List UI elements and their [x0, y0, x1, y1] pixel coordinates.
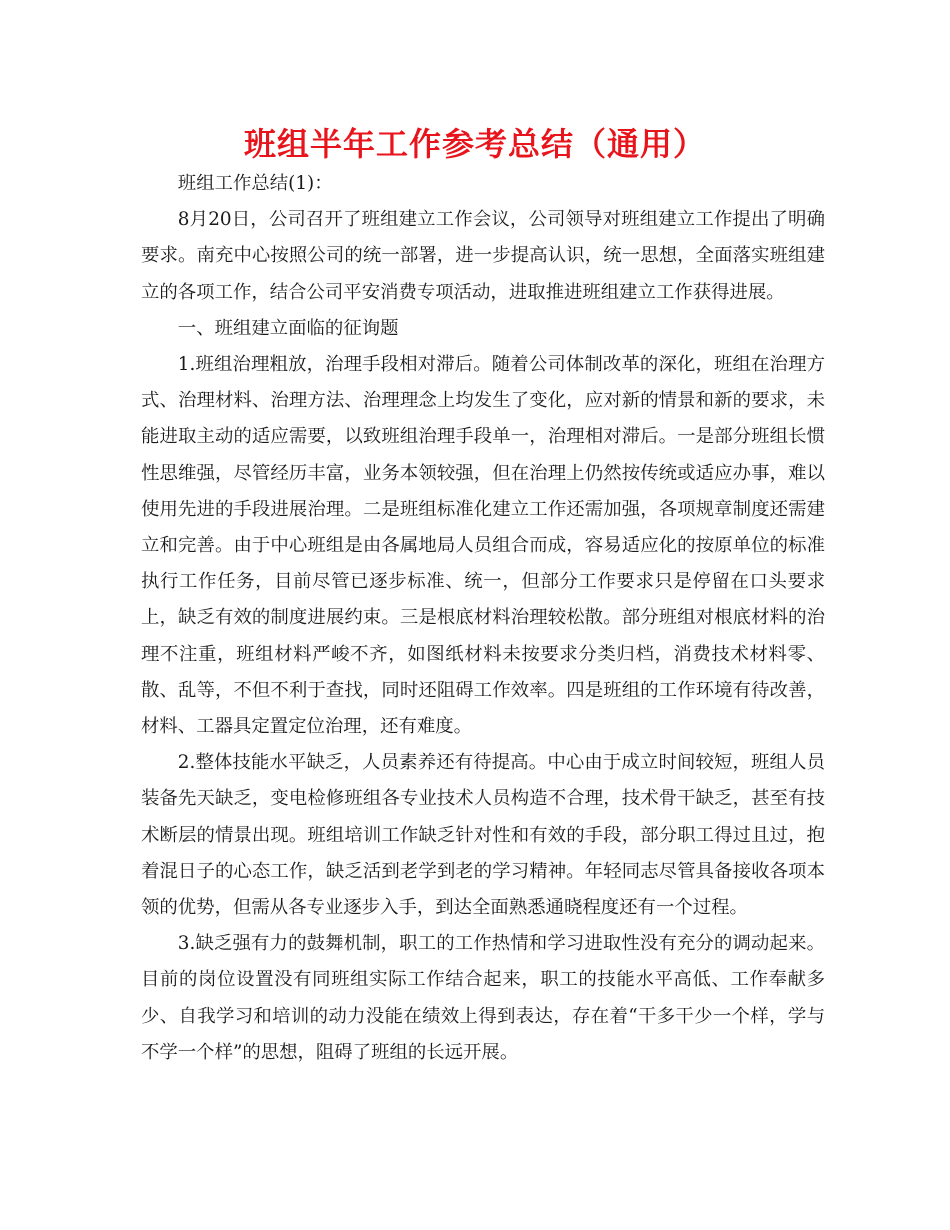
paragraph-intro: 8月20日，公司召开了班组建立工作会议，公司领导对班组建立工作提出了明确要求。南充中心按照公司的统一部署，进一步提高认识，统一思想，全面落实班组建立的各项工作，结合公司平安消费专项活动，进取推进班组建立工作获得进展。 — [141, 209, 825, 303]
paragraph-point-2: 2.整体技能水平缺乏，人员素养还有待提高。中心由于成立时间较短，班组人员装备先天缺乏，变电检修班组各专业技术人员构造不合理，技术骨干缺乏，甚至有技术断层的情景出现。班组培训工作缺乏针对性和有效的手段，部分职工得过且过，抱着混日子的心态工作，缺乏活到老学到老的学习精神。年轻同志尽管具备接收各项本领的优势，但需从各专业逐步入手，到达全面熟悉通晓程度还有一个过程。 — [141, 752, 825, 919]
document-title: 班组半年工作参考总结（通用） — [243, 125, 706, 163]
paragraph-point-3: 3.缺乏强有力的鼓舞机制，职工的工作热情和学习进取性没有充分的调动起来。目前的岗位设置没有同班组实际工作结合起来，职工的技能水平高低、工作奉献多少、自我学习和培训的动力没能在绩效上得到表达，存在着“干多干少一个样，学与不学一个样”的思想，阻碍了班组的长远开展。 — [141, 933, 825, 1063]
section-heading-problems: 一、班组建立面临的征询题 — [177, 317, 399, 339]
document-body — [141, 166, 825, 1071]
paragraph-point-1: 1.班组治理粗放，治理手段相对滞后。随着公司体制改革的深化，班组在治理方式、治理材料、治理方法、治理理念上均发生了变化，应对新的情景和新的要求，未能进取主动的适应需要，以致班组治理手段单一，治理相对滞后。一是部分班组长惯性思维强，尽管经历丰富，业务本领较强，但在治理上仍然按传统或适应办事，难以使用先进的手段进展治理。二是班组标准化建立工作还需加强，各项规章制度还需建立和完善。由于中心班组是由各属地局人员组合而成，容易适应化的按原单位的标准执行工作任务，目前尽管已逐步标准、统一，但部分工作要求只是停留在口头要求上，缺乏有效的制度进展约束。三是根底材料治理较松散。部分班组对根底材料的治理不注重，班组材料严峻不齐，如图纸材料未按要求分类归档，消费技术材料零、散、乱等，不但不利于查找，同时还阻碍工作效率。四是班组的工作环境有待改善，材料、工器具定置定位治理，还有难度。 — [141, 354, 825, 738]
paragraph-heading-summary: 班组工作总结(1)： — [177, 173, 333, 194]
